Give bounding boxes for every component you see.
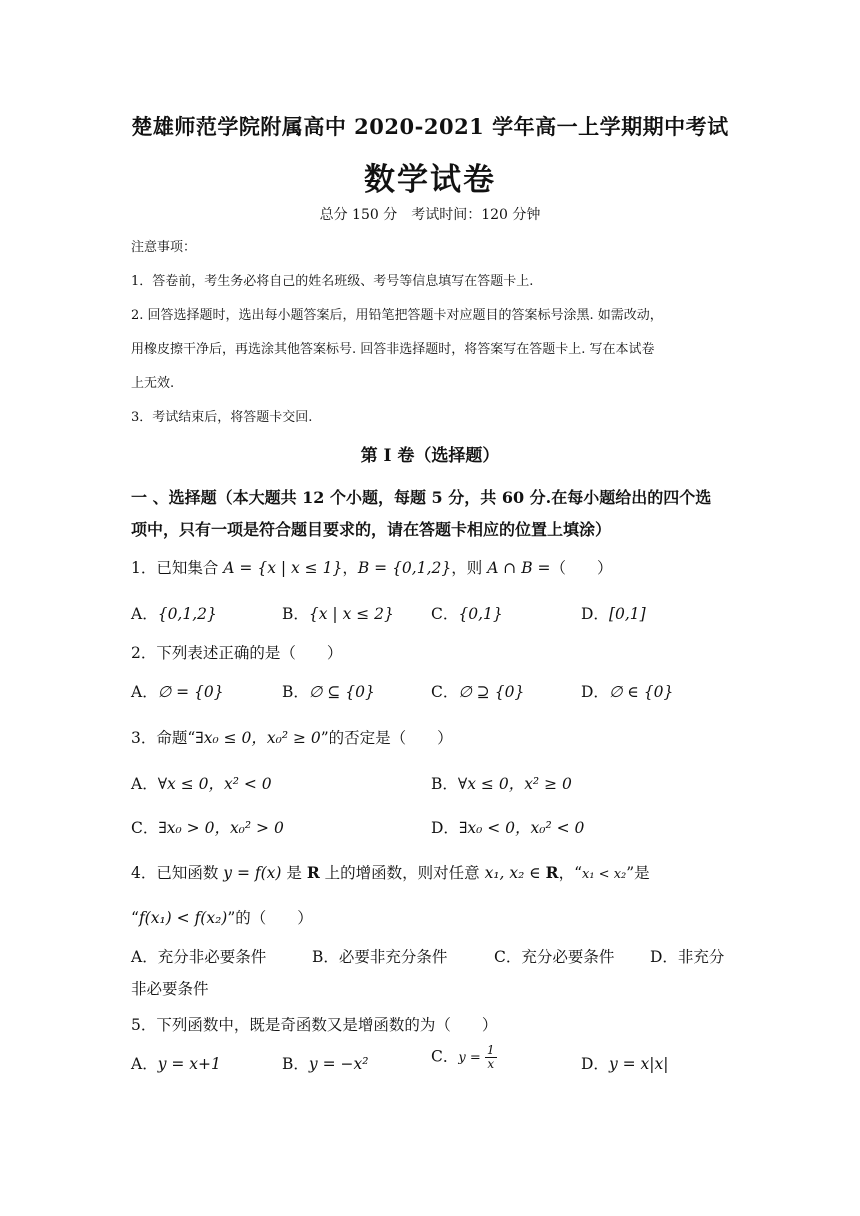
q2-option-c: C．∅ ⊇ {0} bbox=[431, 683, 525, 701]
part-instructions: 一 、选择题（本大题共 12 个小题，每题 5 分，共 60 分.在每小题给出的四个选 bbox=[131, 488, 712, 507]
question-5: 5．下列函数中，既是奇函数又是增函数的为（ ） bbox=[131, 1016, 498, 1034]
notice-item-2: 2. 回答选择题时，选出每小题答案后，用铅笔把答题卡对应题目的答案标号涂黑. 如需改动， bbox=[131, 308, 663, 323]
q3-option-d: D．∃x₀ < 0，x₀² < 0 bbox=[431, 819, 585, 837]
notice-item-1: 1．答卷前，考生务必将自己的姓名班级、考号等信息填写在答题卡上. bbox=[131, 274, 534, 289]
q1-option-a: A．{0,1,2} bbox=[131, 605, 217, 623]
question-3: 3．命题“∃x₀ ≤ 0，x₀² ≥ 0”的否定是（ ） bbox=[131, 729, 453, 747]
q5-option-c: C．y = $\frac{1}{x}$ bbox=[431, 1043, 495, 1071]
q3-option-a: A．∀x ≤ 0，x² < 0 bbox=[131, 775, 272, 793]
q1-prefix: 1．已知集合 bbox=[131, 559, 224, 577]
q3-option-c: C．∃x₀ > 0，x₀² > 0 bbox=[131, 819, 284, 837]
q4-option-b: B．必要非充分条件 bbox=[312, 948, 448, 966]
q3-proposition: ∃x₀ ≤ 0，x₀² ≥ 0 bbox=[195, 729, 321, 747]
exam-title: 楚雄师范学院附属高中 2020-2021 学年高一上学期期中考试 bbox=[131, 114, 729, 139]
exam-meta: 总分 150 分 考试时间：120 分钟 bbox=[319, 207, 541, 223]
q1-expr: A ∩ B = bbox=[487, 559, 551, 577]
q5-fraction: $\frac{1}{x}$ bbox=[486, 1043, 495, 1071]
q3-option-b: B．∀x ≤ 0，x² ≥ 0 bbox=[431, 775, 572, 793]
q1-sep: ， bbox=[342, 559, 358, 577]
q5-option-a: A．y = x+1 bbox=[131, 1055, 221, 1073]
notice-heading: 注意事项： bbox=[131, 240, 197, 255]
q1-set-a: A = {x | x ≤ 1} bbox=[223, 559, 343, 577]
q5-option-d: D．y = x|x| bbox=[581, 1055, 669, 1073]
q2-option-d: D．∅ ∈ {0} bbox=[581, 683, 674, 701]
q4-option-a: A．充分非必要条件 bbox=[131, 948, 267, 966]
q2-option-a: A．∅ = {0} bbox=[131, 683, 224, 701]
notice-item-2-end: 上无效. bbox=[131, 376, 175, 391]
q1-option-b: B．{x | x ≤ 2} bbox=[282, 605, 394, 623]
q1-then: ，则 bbox=[451, 559, 488, 577]
q4-option-d-cont: 非必要条件 bbox=[131, 980, 209, 998]
q2-option-b: B．∅ ⊆ {0} bbox=[282, 683, 375, 701]
question-4-cont: “f(x₁) < f(x₂)”的（ ） bbox=[131, 909, 313, 927]
q1-set-b: B = {0,1,2} bbox=[357, 559, 452, 577]
part-instructions-cont: 项中，只有一项是符合题目要求的，请在答题卡相应的位置上填涂） bbox=[131, 520, 612, 539]
question-2: 2．下列表述正确的是（ ） bbox=[131, 644, 343, 662]
q1-option-c: C．{0,1} bbox=[431, 605, 503, 623]
notice-item-2-cont: 用橡皮擦干净后，再选涂其他答案标号. 回答非选择题时，将答案写在答题卡上. 写在本试卷 bbox=[131, 342, 655, 357]
question-4: 4．已知函数 y = f(x) 是 R 上的增函数，则对任意 x₁, x₂ ∈ R，“x₁ < x₂”是 bbox=[131, 863, 650, 882]
q4-option-c: C．充分必要条件 bbox=[494, 948, 615, 966]
q1-paren: （ ） bbox=[550, 559, 613, 577]
q4-option-d: D．非充分 bbox=[650, 948, 725, 966]
question-1 bbox=[131, 556, 613, 578]
exam-subject: 数学试卷 bbox=[364, 162, 496, 198]
q1-option-d: D．[0,1] bbox=[581, 605, 646, 623]
notice-item-3: 3．考试结束后，将答题卡交回. bbox=[131, 410, 313, 425]
section-heading: 第 I 卷（选择题） bbox=[360, 446, 500, 466]
q5-option-b: B．y = −x² bbox=[282, 1055, 369, 1073]
